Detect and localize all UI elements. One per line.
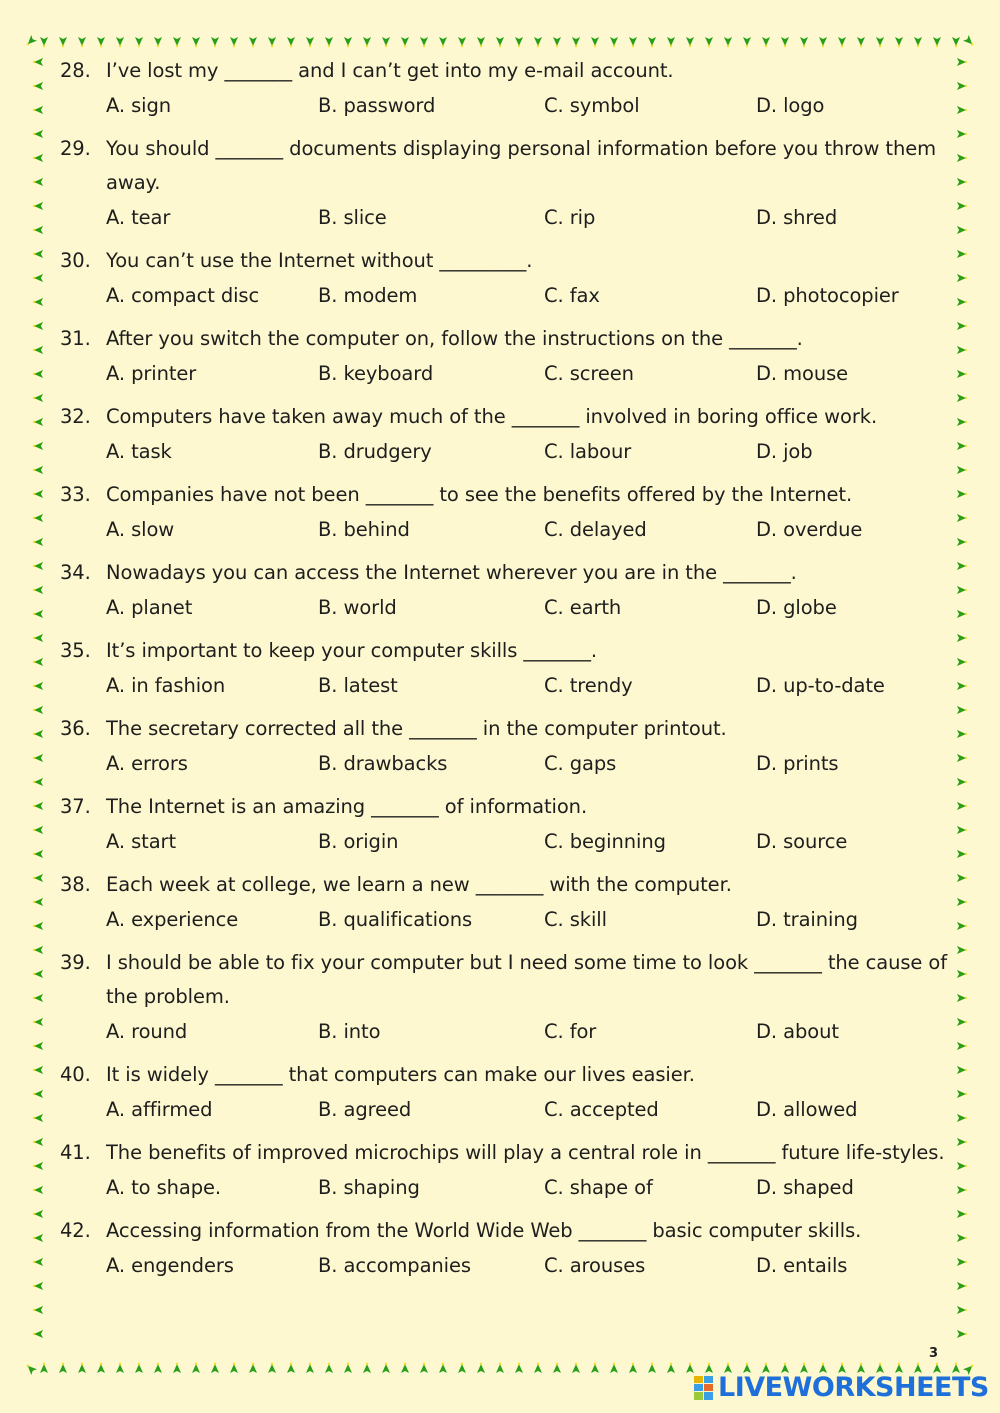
answer-option[interactable]: B. password xyxy=(318,94,436,117)
question-number: 36. xyxy=(60,717,91,740)
question-number: 29. xyxy=(60,137,91,160)
brand-mark-icon xyxy=(692,1374,716,1402)
question-text: Accessing information from the World Wide Web _______ basic computer skills. xyxy=(106,1219,862,1242)
answer-option[interactable]: D. globe xyxy=(756,596,837,619)
answer-option[interactable]: D. shaped xyxy=(756,1176,854,1199)
answer-option[interactable]: B. slice xyxy=(318,206,387,229)
answer-option[interactable]: D. overdue xyxy=(756,518,863,541)
question-number: 33. xyxy=(60,483,91,506)
answer-option[interactable]: D. training xyxy=(756,908,858,931)
question-stem xyxy=(60,868,950,902)
answer-options xyxy=(60,746,950,782)
answer-options xyxy=(60,1248,950,1284)
answer-options xyxy=(60,278,950,314)
answer-option[interactable]: A. round xyxy=(106,1020,188,1043)
question-item xyxy=(60,556,950,626)
answer-option[interactable]: A. planet xyxy=(106,596,193,619)
question-number: 38. xyxy=(60,873,91,896)
answer-option[interactable]: D. prints xyxy=(756,752,839,775)
question-item xyxy=(60,1214,950,1284)
question-item xyxy=(60,54,950,124)
answer-option[interactable]: A. task xyxy=(106,440,172,463)
answer-option[interactable]: B. agreed xyxy=(318,1098,412,1121)
answer-option[interactable]: D. logo xyxy=(756,94,825,117)
answer-option[interactable]: A. start xyxy=(106,830,177,853)
answer-options xyxy=(60,88,950,124)
question-text: Companies have not been _______ to see the benefits offered by the Internet. xyxy=(106,483,853,506)
question-text: I’ve lost my _______ and I can’t get into my e-mail account. xyxy=(106,59,674,82)
question-text: It is widely _______ that computers can make our lives easier. xyxy=(106,1063,695,1086)
question-text: You should _______ documents displaying personal information before you throw them away. xyxy=(106,137,936,194)
answer-option[interactable]: A. engenders xyxy=(106,1254,234,1277)
answer-option[interactable]: C. fax xyxy=(544,284,600,307)
answer-options xyxy=(60,1170,950,1206)
answer-option[interactable]: D. entails xyxy=(756,1254,848,1277)
question-item xyxy=(60,322,950,392)
question-stem xyxy=(60,1214,950,1248)
question-item xyxy=(60,1058,950,1128)
question-number: 30. xyxy=(60,249,91,272)
question-number: 39. xyxy=(60,951,91,974)
question-text: The Internet is an amazing _______ of information. xyxy=(106,795,588,818)
answer-option[interactable]: B. drawbacks xyxy=(318,752,448,775)
question-number: 37. xyxy=(60,795,91,818)
question-stem xyxy=(60,712,950,746)
answer-option[interactable]: B. drudgery xyxy=(318,440,432,463)
question-item xyxy=(60,132,950,236)
question-number: 34. xyxy=(60,561,91,584)
answer-option[interactable]: C. earth xyxy=(544,596,622,619)
question-number: 31. xyxy=(60,327,91,350)
answer-option[interactable]: C. rip xyxy=(544,206,596,229)
question-text: You can’t use the Internet without _________. xyxy=(106,249,533,272)
answer-options xyxy=(60,824,950,860)
answer-option[interactable]: D. about xyxy=(756,1020,839,1043)
answer-option[interactable]: A. compact disc xyxy=(106,284,260,307)
answer-option[interactable]: B. behind xyxy=(318,518,410,541)
answer-option[interactable]: B. latest xyxy=(318,674,398,697)
question-stem xyxy=(60,634,950,668)
question-text: Nowadays you can access the Internet wherever you are in the _______. xyxy=(106,561,797,584)
answer-option[interactable]: B. origin xyxy=(318,830,399,853)
answer-options xyxy=(60,668,950,704)
question-text: The benefits of improved microchips will play a central role in _______ future life-styles. xyxy=(106,1141,945,1164)
answer-options xyxy=(60,434,950,470)
question-number: 35. xyxy=(60,639,91,662)
question-stem xyxy=(60,1058,950,1092)
answer-option[interactable]: A. errors xyxy=(106,752,188,775)
answer-option[interactable]: C. labour xyxy=(544,440,632,463)
page-number: 3 xyxy=(929,1346,939,1361)
answer-option[interactable]: A. sign xyxy=(106,94,172,117)
question-item xyxy=(60,244,950,314)
answer-option[interactable]: B. qualifications xyxy=(318,908,473,931)
question-number: 40. xyxy=(60,1063,91,1086)
question-item xyxy=(60,868,950,938)
answer-option[interactable]: D. source xyxy=(756,830,848,853)
answer-option[interactable]: C. skill xyxy=(544,908,607,931)
answer-option[interactable]: B. modem xyxy=(318,284,418,307)
answer-option[interactable]: D. photocopier xyxy=(756,284,899,307)
answer-option[interactable]: C. trendy xyxy=(544,674,633,697)
question-number: 42. xyxy=(60,1219,91,1242)
answer-option[interactable]: A. to shape. xyxy=(106,1176,222,1199)
answer-option[interactable]: B. world xyxy=(318,596,397,619)
question-text: I should be able to fix your computer but I need some time to look _______ the cause of the problem. xyxy=(106,951,948,1008)
answer-options xyxy=(60,590,950,626)
answer-options xyxy=(60,1092,950,1128)
answer-option[interactable]: A. affirmed xyxy=(106,1098,213,1121)
question-stem xyxy=(60,244,950,278)
question-stem xyxy=(60,132,950,200)
question-stem xyxy=(60,790,950,824)
question-number: 41. xyxy=(60,1141,91,1164)
question-text: It’s important to keep your computer skills _______. xyxy=(106,639,598,662)
answer-option[interactable]: C. screen xyxy=(544,362,634,385)
answer-option[interactable]: C. beginning xyxy=(544,830,666,853)
answer-option[interactable]: A. experience xyxy=(106,908,239,931)
answer-option[interactable]: A. tear xyxy=(106,206,171,229)
question-stem xyxy=(60,54,950,88)
answer-option[interactable]: A. printer xyxy=(106,362,197,385)
question-item xyxy=(60,1136,950,1206)
answer-option[interactable]: D. up-to-date xyxy=(756,674,885,697)
answer-options xyxy=(60,902,950,938)
question-list xyxy=(60,54,950,1292)
question-stem xyxy=(60,556,950,590)
answer-option[interactable]: B. accompanies xyxy=(318,1254,471,1277)
question-item xyxy=(60,946,950,1050)
answer-option[interactable]: D. job xyxy=(756,440,813,463)
answer-option[interactable]: C. arouses xyxy=(544,1254,646,1277)
liveworksheets-logo xyxy=(692,1372,989,1403)
question-item xyxy=(60,790,950,860)
question-item xyxy=(60,400,950,470)
question-stem xyxy=(60,946,950,1014)
answer-option[interactable]: C. for xyxy=(544,1020,597,1043)
question-stem xyxy=(60,400,950,434)
answer-option[interactable]: C. accepted xyxy=(544,1098,659,1121)
answer-option[interactable]: A. in fashion xyxy=(106,674,226,697)
question-text: Computers have taken away much of the _______ involved in boring office work. xyxy=(106,405,878,428)
question-item xyxy=(60,478,950,548)
answer-options xyxy=(60,356,950,392)
answer-options xyxy=(60,200,950,236)
answer-option[interactable]: C. symbol xyxy=(544,94,640,117)
question-stem xyxy=(60,478,950,512)
answer-option[interactable]: B. keyboard xyxy=(318,362,434,385)
question-stem xyxy=(60,1136,950,1170)
answer-option[interactable]: C. delayed xyxy=(544,518,647,541)
brand-name: LIVEWORKSHEETS xyxy=(718,1372,989,1403)
question-number: 28. xyxy=(60,59,91,82)
question-stem xyxy=(60,322,950,356)
answer-options xyxy=(60,512,950,548)
question-text: After you switch the computer on, follow the instructions on the _______. xyxy=(106,327,803,350)
answer-option[interactable]: D. mouse xyxy=(756,362,849,385)
answer-option[interactable]: C. shape of xyxy=(544,1176,653,1199)
question-item xyxy=(60,712,950,782)
question-text: Each week at college, we learn a new _______ with the computer. xyxy=(106,873,732,896)
question-item xyxy=(60,634,950,704)
answer-option[interactable]: D. allowed xyxy=(756,1098,858,1121)
question-text: The secretary corrected all the _______ in the computer printout. xyxy=(106,717,727,740)
answer-option[interactable]: D. shred xyxy=(756,206,838,229)
answer-options xyxy=(60,1014,950,1050)
answer-option[interactable]: A. slow xyxy=(106,518,175,541)
question-number: 32. xyxy=(60,405,91,428)
answer-option[interactable]: C. gaps xyxy=(544,752,617,775)
answer-option[interactable]: B. into xyxy=(318,1020,381,1043)
answer-option[interactable]: B. shaping xyxy=(318,1176,420,1199)
